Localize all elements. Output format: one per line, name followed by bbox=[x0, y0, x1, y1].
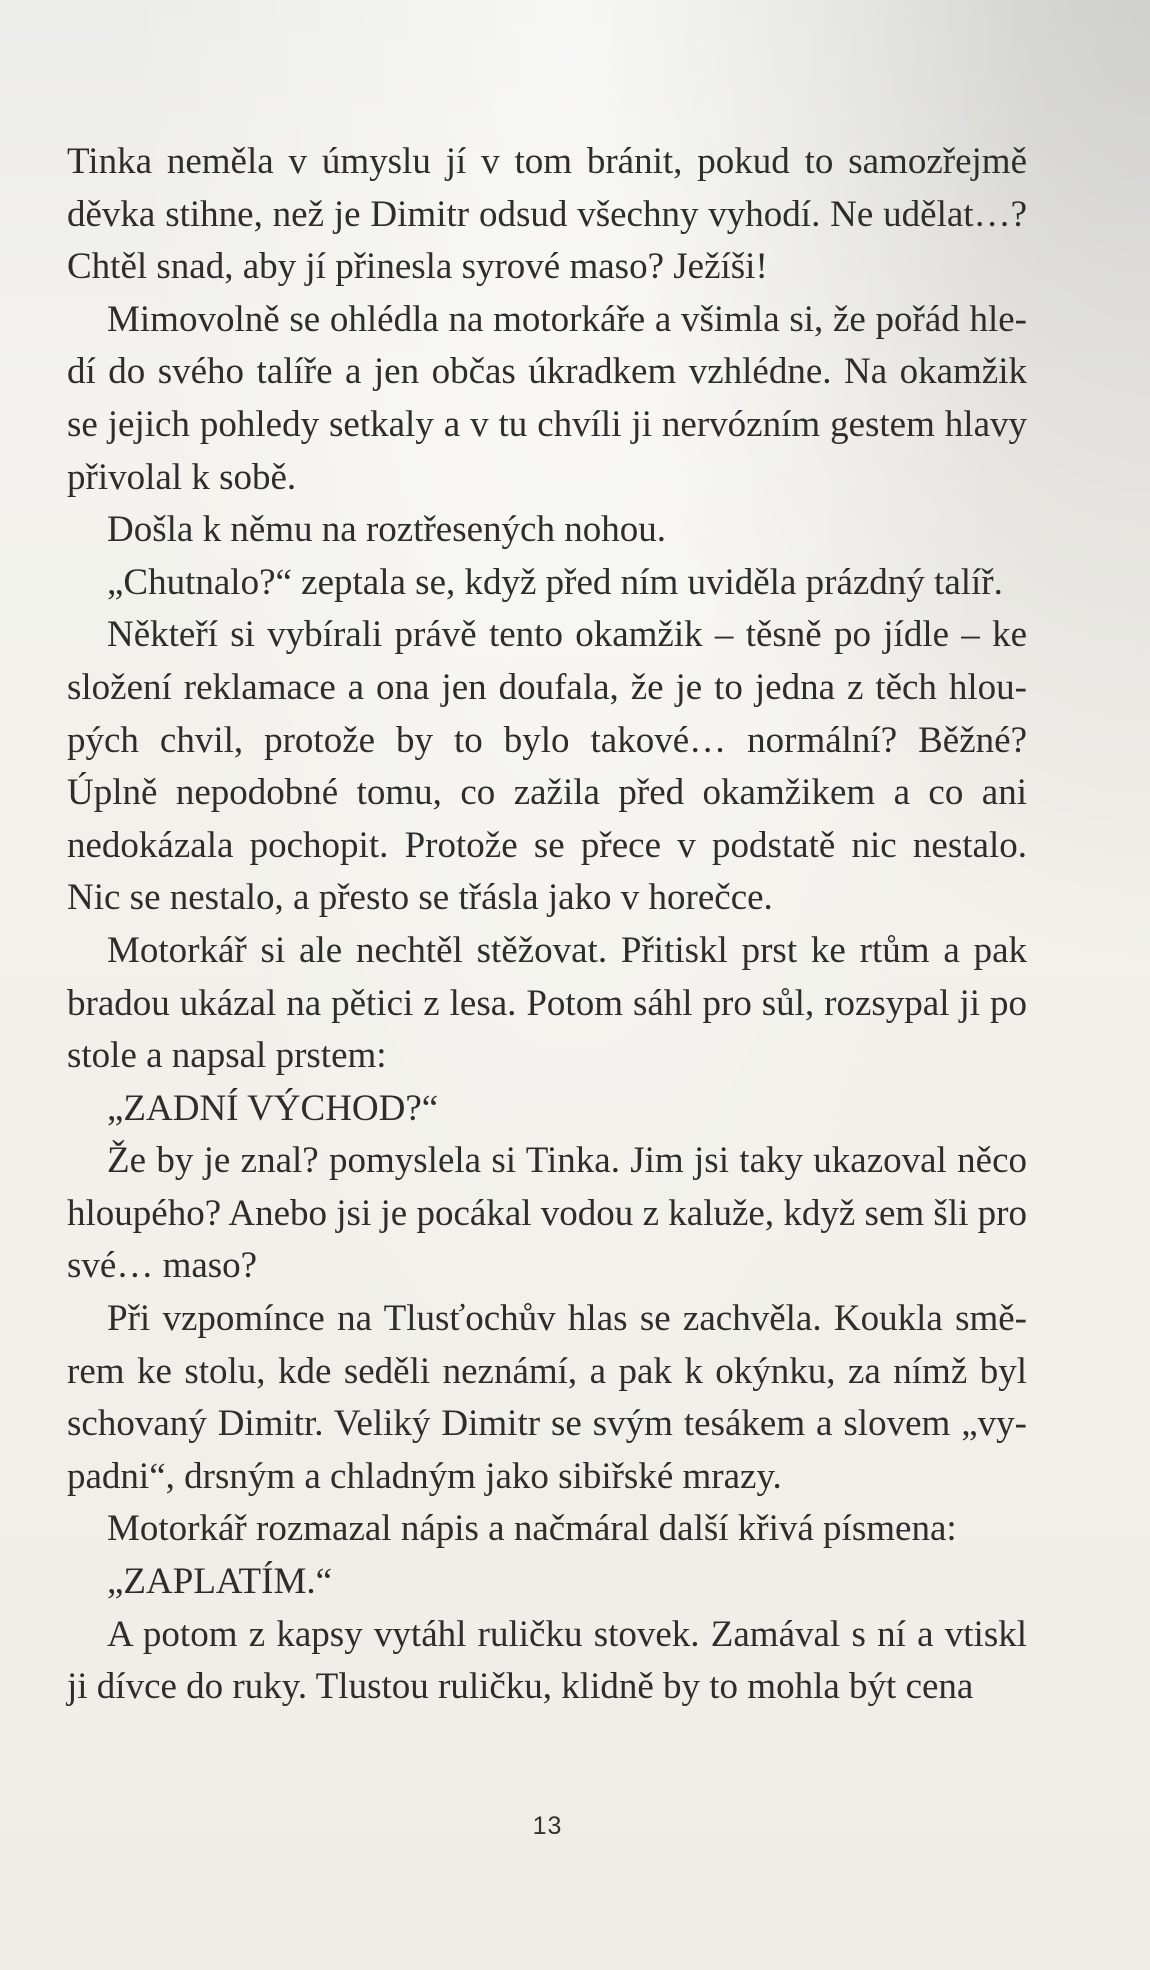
paragraph: Že by je znal? pomyslela si Tinka. Jim jsi taky ukazoval něco hloupého? Anebo jsi je pocákal vodou z kaluže, když sem šli pro své… maso? bbox=[67, 1140, 1027, 1287]
paragraph: Při vzpomínce na Tlusťochův hlas se zachvěla. Koukla směrem ke stolu, kde seděli neznámí, a pak k okýnku, za nímž byl schovaný Dimitr. Veliký Dimitr se svým tesákem a slovem „vypadni“, drsným a chladným jako sibiřské mrazy. bbox=[67, 1298, 1027, 1497]
page-number: 13 bbox=[532, 1812, 563, 1840]
paragraph: Došla k němu na roztřesených nohou. bbox=[107, 509, 666, 551]
paragraph: „ZAPLATÍM.“ bbox=[107, 1561, 333, 1603]
paragraph: Motorkář si ale nechtěl stěžovat. Přitiskl prst ke rtům a pak bradou ukázal na pětici z lesa. Potom sáhl pro sůl, rozsypal ji po stole a napsal prstem: bbox=[67, 929, 1027, 1077]
paragraph: „Chutnalo?“ zeptala se, když před ním uviděla prázdný talíř. bbox=[107, 561, 1003, 603]
paragraph: Někteří si vybírali právě tento okamžik – těsně po jídle – ke složení reklamace a ona jen doufala, že je to jedna z těch hloupých chvil, protože by to bylo takové… normální? Běžné? Úplně nepodobné tomu, co zažila před okamžikem a co ani nedokázala pochopit. Protože se přece v podstatě nic nestalo. Nic se nestalo, a přesto se třásla jako v horečce. bbox=[67, 614, 1027, 919]
paragraph: Mimovolně se ohlédla na motorkáře a všimla si, že pořád hledí do svého talíře a jen občas úkradkem vzhlédne. Na okamžik se jejich pohledy setkaly a v tu chvíli ji nervózním gestem hlavy přivolal k sobě. bbox=[67, 298, 1027, 498]
body-text bbox=[67, 136, 1027, 1714]
paragraph: „ZADNÍ VÝCHOD?“ bbox=[107, 1087, 439, 1129]
paragraph: A potom z kapsy vytáhl ruličku stovek. Zamával s ní a vtiskl ji dívce do ruky. Tlustou ruličku, klidně by to mohla být cena bbox=[67, 1613, 1027, 1708]
paragraph: Tinka neměla v úmyslu jí v tom bránit, pokud to samozřejmě děvka stihne, než je Dimitr odsud všechny vyhodí. Ne udělat…? Chtěl snad, aby jí přinesla syrové maso? Ježíši! bbox=[67, 141, 1027, 288]
paragraph: Motorkář rozmazal nápis a načmáral další křivá písmena: bbox=[107, 1508, 957, 1550]
